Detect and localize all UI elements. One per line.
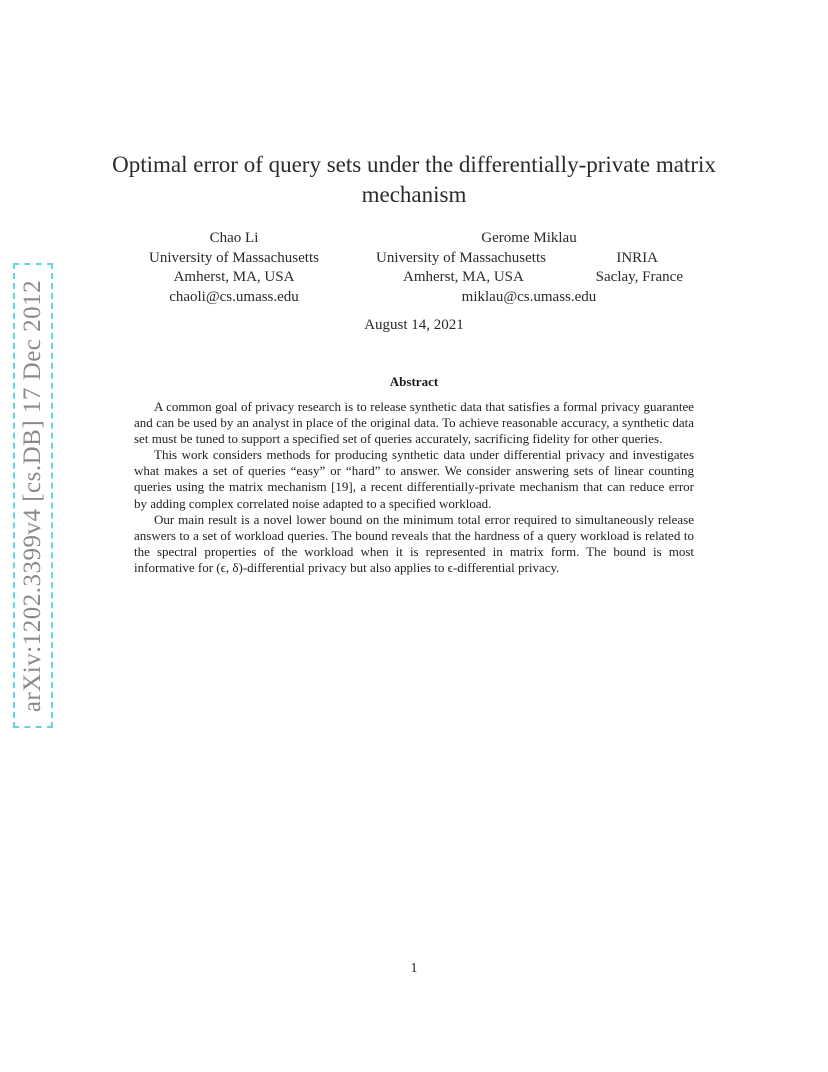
author-name: Gerome Miklau bbox=[481, 230, 577, 246]
paper-date: August 14, 2021 bbox=[364, 317, 464, 333]
abstract-body bbox=[134, 399, 694, 576]
abstract-paragraph: This work considers methods for producing synthetic data under differential privacy and investigates what makes a set of queries “easy” or “hard” to answer. We consider answering sets of linear counting queries using the matrix mechanism [19], a recent differentially-private mechanism that can reduce error by adding complex correlated noise adapted to a specified workload. bbox=[134, 447, 694, 511]
author-location-row bbox=[370, 268, 688, 288]
paper-title: Optimal error of query sets under the differentially-private matrix mechanism bbox=[112, 152, 716, 207]
author-block-2 bbox=[370, 229, 688, 307]
author-location: Amherst, MA, USA bbox=[403, 269, 524, 285]
author-location: Amherst, MA, USA bbox=[173, 269, 295, 285]
author-affiliation: University of Massachusetts bbox=[149, 249, 319, 266]
abstract-paragraph: A common goal of privacy research is to release synthetic data that satisfies a formal privacy guarantee and can be used by an analyst in place of the original data. To achieve reasonable accuracy, a synthetic data set must be tuned to support a specified set of queries accurately, sacrificing fidelity for other queries. bbox=[134, 399, 694, 447]
author-email: miklau@cs.umass.edu bbox=[461, 288, 597, 305]
abstract-heading: Abstract bbox=[389, 374, 439, 389]
author-email: chaoli@cs.umass.edu bbox=[169, 288, 299, 305]
author-affiliation: University of Massachusetts bbox=[376, 249, 546, 266]
author-block-1 bbox=[130, 229, 338, 307]
abstract-paragraph: Our main result is a novel lower bound on the minimum total error required to simultaneously release answers to a set of workload queries. The bound reveals that the hardness of a query workload is related to the spectral properties of the workload when it is represented in matrix form. The bound is most informative for (ϵ, δ)-differential privacy but also applies to ϵ-differential privacy. bbox=[134, 511, 694, 575]
author-name: Chao Li bbox=[209, 230, 259, 246]
page-number: 1 bbox=[410, 961, 418, 976]
author-affiliation-secondary: INRIA bbox=[616, 249, 658, 266]
arxiv-identifier: arXiv:1202.3399v4 [cs.DB] 17 Dec 2012 bbox=[19, 279, 46, 712]
author-affiliation-row bbox=[370, 249, 688, 269]
author-location-secondary: Saclay, France bbox=[595, 269, 683, 285]
